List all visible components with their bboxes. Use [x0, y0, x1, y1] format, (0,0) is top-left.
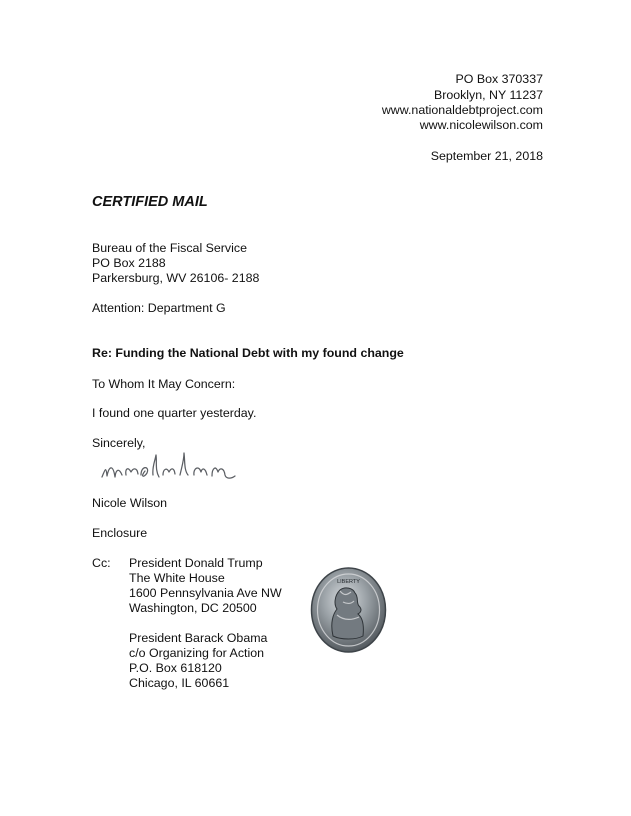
- letter-date: September 21, 2018: [430, 149, 543, 163]
- sender-po-box: PO Box 370337: [455, 72, 543, 86]
- recipient-po-box: PO Box 2188: [92, 256, 166, 270]
- closing: Sincerely,: [92, 436, 146, 450]
- cc-first-street: 1600 Pennsylvania Ave NW: [129, 586, 282, 600]
- recipient-city: Parkersburg, WV 26106- 2188: [92, 271, 260, 285]
- sender-city: Brooklyn, NY 11237: [433, 88, 543, 102]
- certified-mail-heading: CERTIFIED MAIL: [92, 194, 208, 210]
- cc-second-po-box: P.O. Box 618120: [129, 661, 222, 675]
- letter-body: I found one quarter yesterday.: [92, 406, 257, 420]
- recipient-name: Bureau of the Fiscal Service: [92, 241, 247, 255]
- signer-name: Nicole Wilson: [92, 496, 168, 510]
- cc-first-name: President Donald Trump: [129, 556, 263, 570]
- sender-website-national-debt: www.nationaldebtproject.com: [381, 103, 543, 117]
- salutation: To Whom It May Concern:: [92, 377, 236, 391]
- subject-line: Re: Funding the National Debt with my found change: [92, 346, 404, 360]
- sender-website-personal: www.nicolewilson.com: [419, 118, 543, 132]
- cc-second-organization: c/o Organizing for Action: [129, 646, 264, 660]
- svg-text:LIBERTY: LIBERTY: [337, 579, 360, 585]
- enclosure-label: Enclosure: [92, 526, 148, 540]
- cc-label: Cc:: [92, 556, 111, 570]
- cc-first-organization: The White House: [129, 571, 225, 585]
- cc-first-city: Washington, DC 20500: [129, 601, 257, 615]
- handwritten-signature: [98, 450, 248, 488]
- cc-second-city: Chicago, IL 60661: [129, 676, 230, 690]
- attention-line: Attention: Department G: [92, 301, 226, 315]
- cc-second-name: President Barack Obama: [129, 631, 268, 645]
- quarter-coin-image: [309, 566, 388, 654]
